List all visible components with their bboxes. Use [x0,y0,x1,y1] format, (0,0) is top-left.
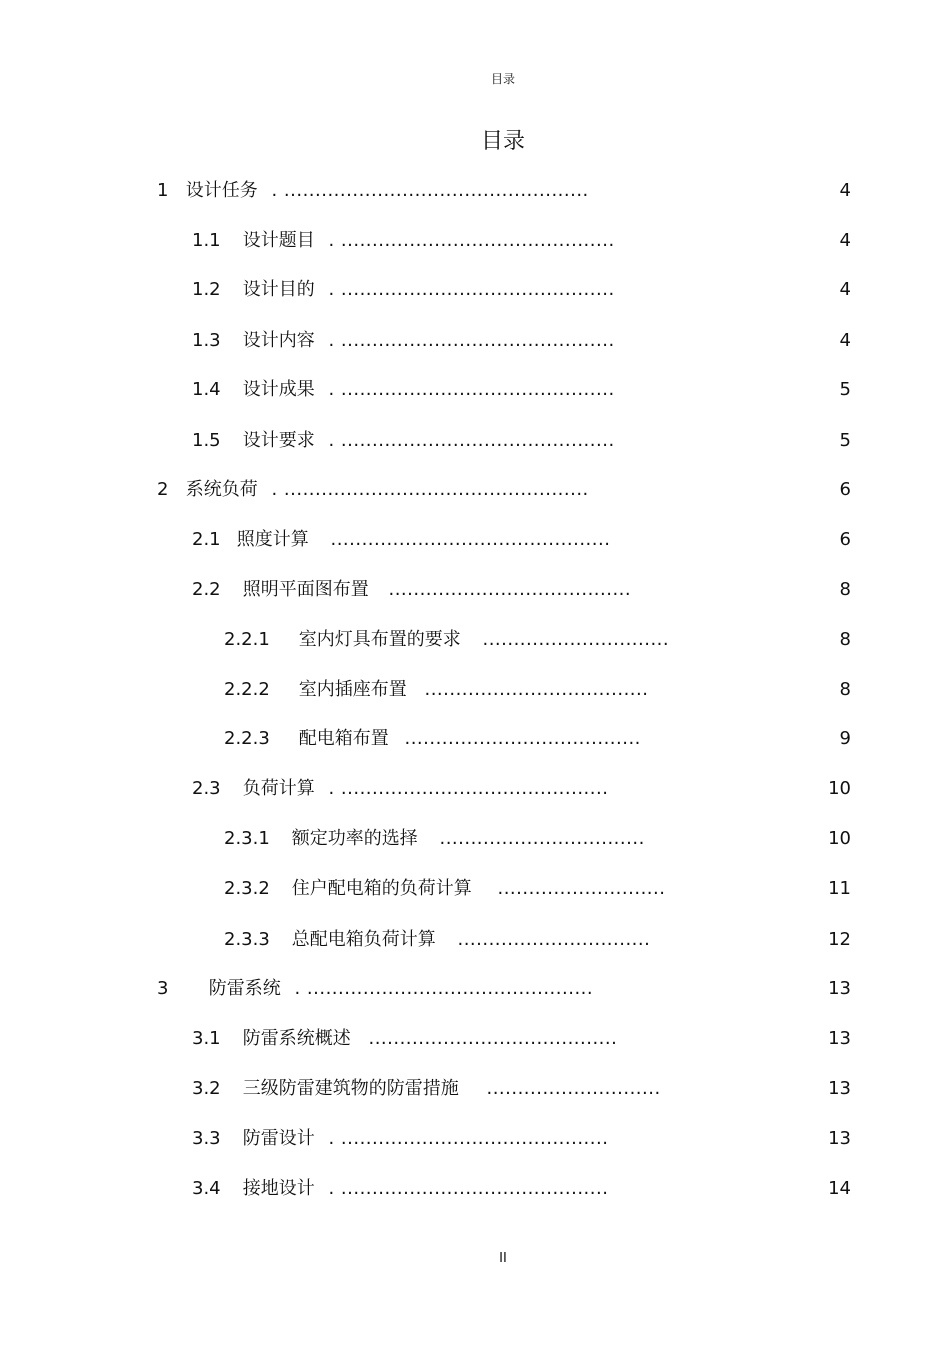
toc-entry-title: 接地设计 [242,1178,315,1199]
toc-entry-page: 8 [839,679,851,700]
toc-entry-page: 13 [828,1028,851,1049]
toc-entry-leader: . ........................................... [328,1178,609,1199]
toc-entry-leader: . ................................................. [271,180,589,201]
toc-entry[interactable] [192,428,615,454]
toc-entry-number: 2.1 [192,529,221,550]
toc-entry-leader: . ............................................ [328,279,615,300]
toc-entry-leader: . ............................................ [328,430,615,451]
toc-entry-title: 系统负荷 [185,479,258,500]
toc-entry[interactable] [224,726,641,752]
toc-entry-leader: . .............................................. [294,978,594,999]
toc-entry-title: 设计任务 [185,180,258,201]
toc-entry-page: 10 [828,778,851,799]
toc-entry[interactable] [157,976,593,1002]
toc-entry-page: 4 [839,180,851,201]
toc-entry[interactable] [192,1026,617,1052]
toc-entry-title: 设计内容 [242,330,315,351]
toc-entry-number: 2.2.2 [224,679,270,700]
toc-entry[interactable] [192,277,615,303]
toc-entry-leader: ............................... [457,929,651,950]
toc-entry-page: 6 [839,479,851,500]
toc-entry-title: 防雷系统 [208,978,281,999]
toc-entry-leader: ........................... [497,878,666,899]
toc-entry[interactable] [157,477,589,503]
toc-entry-number: 3 [157,978,169,999]
toc-entry-leader: . ........................................... [328,1128,609,1149]
toc-entry-title: 防雷设计 [242,1128,315,1149]
toc-entry[interactable] [224,677,648,703]
toc-entry-number: 3.2 [192,1078,221,1099]
toc-entry-title: 设计目的 [242,279,315,300]
toc-entry[interactable] [157,178,589,204]
toc-entry-number: 1.4 [192,379,221,400]
toc-entry-page: 8 [839,629,851,650]
toc-entry-page: 13 [828,1078,851,1099]
toc-entry-page: 9 [839,728,851,749]
toc-entry[interactable] [224,826,645,852]
toc-entry-title: 室内灯具布置的要求 [298,629,461,650]
toc-entry-number: 2.3.3 [224,929,270,950]
toc-entry-title: 住户配电箱的负荷计算 [291,878,472,899]
toc-entry-page: 4 [839,330,851,351]
toc-entry-page: 6 [839,529,851,550]
toc-entry-leader: . ............................................ [328,379,615,400]
toc-entry-number: 1 [157,180,169,201]
toc-entry-page: 4 [839,230,851,251]
toc-entry[interactable] [192,1176,608,1202]
toc-title: 目录 [480,129,525,154]
toc-entry-number: 2.2.3 [224,728,270,749]
toc-entry-leader: ................................. [439,828,645,849]
toc-entry-title: 额定功率的选择 [291,828,418,849]
toc-entry[interactable] [192,577,631,603]
toc-entry-number: 1.5 [192,430,221,451]
toc-entry-leader: ........................................ [368,1028,618,1049]
toc-entry-page: 4 [839,279,851,300]
toc-entry-title: 总配电箱负荷计算 [291,929,436,950]
toc-entry-title: 室内插座布置 [298,679,407,700]
toc-entry-leader: . ............................................ [328,330,615,351]
toc-entry-title: 设计题目 [242,230,315,251]
toc-entry[interactable] [192,776,608,802]
toc-entry-title: 负荷计算 [242,778,315,799]
toc-entry-number: 2.2 [192,579,221,600]
toc-entry[interactable] [192,228,615,254]
toc-entry[interactable] [224,876,665,902]
toc-entry-number: 2.3 [192,778,221,799]
toc-entry-title: 设计要求 [242,430,315,451]
toc-entry-page: 8 [839,579,851,600]
toc-entry-number: 1.2 [192,279,221,300]
toc-entry[interactable] [192,1126,608,1152]
toc-entry-title: 照度计算 [236,529,309,550]
toc-entry-page: 13 [828,1128,851,1149]
toc-entry-leader: .............................. [482,629,670,650]
toc-entry-number: 2.3.1 [224,828,270,849]
toc-entry-leader: . ............................................ [328,230,615,251]
toc-entry[interactable] [192,527,610,553]
toc-entry-page: 11 [828,878,851,899]
toc-entry-number: 2.3.2 [224,878,270,899]
toc-entry-title: 三级防雷建筑物的防雷措施 [242,1078,459,1099]
toc-entry-number: 3.3 [192,1128,221,1149]
toc-entry-number: 1.1 [192,230,221,251]
toc-entry-page: 13 [828,978,851,999]
toc-entry[interactable] [224,627,669,653]
toc-entry-title: 防雷系统概述 [242,1028,351,1049]
toc-entry-page: 14 [828,1178,851,1199]
running-header: 目录 [490,72,515,86]
toc-entry-page: 5 [839,379,851,400]
toc-entry-page: 10 [828,828,851,849]
toc-entry-leader: ....................................... [388,579,632,600]
toc-entry-number: 3.1 [192,1028,221,1049]
page-number: II [499,1251,507,1266]
toc-entry-leader: . ........................................... [328,778,609,799]
toc-entry-leader: .................................... [424,679,649,700]
toc-entry-number: 2 [157,479,169,500]
toc-entry-leader: ............................................. [330,529,611,550]
toc-entry-number: 2.2.1 [224,629,270,650]
toc-entry-number: 3.4 [192,1178,221,1199]
toc-entry[interactable] [224,927,650,953]
toc-entry-page: 5 [839,430,851,451]
toc-entry-leader: . ................................................. [271,479,589,500]
toc-entry-number: 1.3 [192,330,221,351]
toc-entry[interactable] [192,1076,661,1102]
toc-entry-leader: ............................ [486,1078,661,1099]
toc-entry-page: 12 [828,929,851,950]
toc-entry-title: 照明平面图布置 [242,579,369,600]
toc-entry-title: 设计成果 [242,379,315,400]
toc-entry-title: 配电箱布置 [298,728,389,749]
toc-entry[interactable] [192,328,615,354]
toc-entry[interactable] [192,377,615,403]
toc-entry-leader: ...................................... [404,728,641,749]
